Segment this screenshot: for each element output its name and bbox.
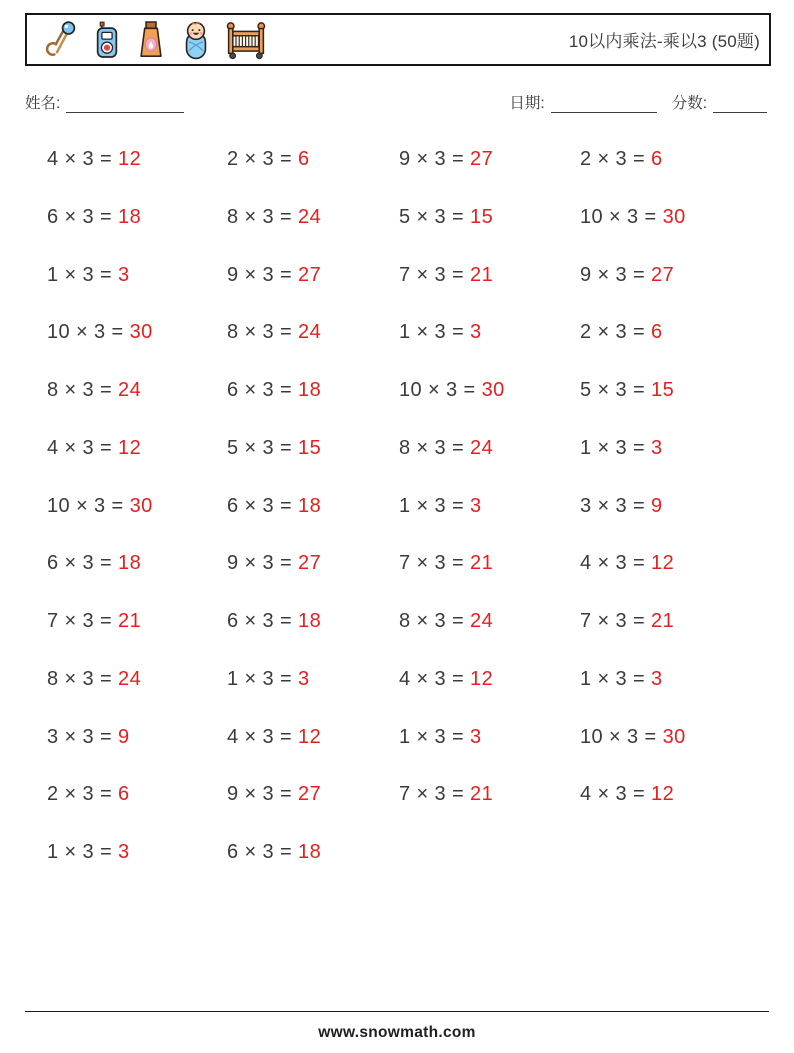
problem-expression: 2 × 3 = (47, 783, 119, 806)
problem-answer: 24 (298, 205, 322, 228)
problem-expression: 9 × 3 = (580, 263, 652, 286)
problem (227, 782, 399, 840)
problem-expression: 4 × 3 = (580, 783, 652, 806)
problem (227, 840, 399, 898)
date-blank-line (551, 96, 657, 113)
problem (580, 378, 740, 436)
problem-answer: 6 (298, 148, 310, 170)
problem-answer: 3 (298, 667, 310, 690)
problem-answer: 3 (651, 667, 663, 690)
problem-expression: 10 × 3 = (47, 321, 130, 344)
problem-answer: 6 (651, 321, 663, 344)
problem-expression: 6 × 3 = (227, 841, 299, 863)
problem-answer: 24 (298, 321, 322, 344)
problem-answer: 12 (118, 148, 142, 170)
problem-answer: 30 (129, 321, 153, 344)
problem (580, 494, 740, 552)
problem-expression: 5 × 3 = (227, 436, 299, 459)
problem (399, 320, 580, 378)
problem-answer: 6 (651, 148, 663, 170)
problem (580, 782, 740, 840)
problem-answer: 27 (298, 783, 322, 806)
problem-answer: 12 (298, 725, 322, 748)
problem-expression: 8 × 3 = (47, 379, 119, 401)
name-field-group (25, 91, 184, 113)
problem-answer: 21 (470, 783, 494, 806)
problem (227, 205, 399, 263)
crib-icon (223, 19, 269, 61)
problem (227, 609, 399, 667)
problem (227, 378, 399, 436)
problem-expression: 10 × 3 = (47, 494, 130, 517)
problem-expression: 6 × 3 = (227, 494, 299, 517)
problem-answer: 15 (298, 436, 322, 459)
problem-answer: 12 (470, 667, 494, 690)
problems-grid (47, 147, 740, 898)
problem-answer: 3 (651, 436, 663, 459)
problem-answer: 18 (118, 552, 142, 575)
problem-answer: 12 (651, 783, 675, 806)
problem-expression: 9 × 3 = (227, 783, 299, 806)
problem-expression: 9 × 3 = (227, 552, 299, 575)
problem (227, 494, 399, 552)
problem-expression: 5 × 3 = (399, 205, 471, 228)
problem-expression: 1 × 3 = (47, 263, 119, 286)
problem-answer: 3 (118, 841, 130, 863)
header-icons-row (43, 19, 269, 61)
problem-expression: 1 × 3 = (47, 841, 119, 863)
problem-expression: 2 × 3 = (580, 148, 652, 170)
problem-expression: 9 × 3 = (399, 148, 471, 170)
problem-answer: 6 (118, 783, 130, 806)
problem-answer: 15 (470, 205, 494, 228)
problem-expression: 8 × 3 = (47, 667, 119, 690)
problem (47, 551, 227, 609)
problem (399, 551, 580, 609)
lotion-tube-icon (133, 19, 169, 61)
problem-answer: 3 (118, 263, 130, 286)
problem-expression: 6 × 3 = (47, 552, 119, 575)
problem-answer: 21 (470, 552, 494, 575)
problem-expression: 10 × 3 = (399, 379, 482, 401)
problem-expression: 4 × 3 = (580, 552, 652, 575)
problem-answer: 18 (298, 841, 322, 863)
problem-answer: 18 (298, 610, 322, 632)
problem-answer: 12 (118, 436, 142, 459)
problem-expression: 1 × 3 = (399, 321, 471, 344)
safety-pin-icon (43, 19, 81, 61)
problem-answer: 3 (470, 494, 482, 517)
problem-answer: 3 (470, 321, 482, 344)
problem-answer: 21 (118, 610, 142, 632)
problem (227, 263, 399, 321)
problem-answer: 18 (118, 205, 142, 228)
problem-expression: 6 × 3 = (227, 379, 299, 401)
problem (47, 782, 227, 840)
problem-expression: 2 × 3 = (580, 321, 652, 344)
problem-answer: 30 (662, 205, 686, 228)
problem-answer: 27 (470, 148, 494, 170)
problem (580, 551, 740, 609)
problem-expression: 7 × 3 = (47, 610, 119, 632)
problem (47, 263, 227, 321)
swaddled-baby-icon (178, 19, 214, 61)
problem-answer: 24 (118, 667, 142, 690)
problem (47, 840, 227, 898)
problem-answer: 18 (298, 379, 322, 401)
problem-answer: 18 (298, 494, 322, 517)
problem-answer: 21 (651, 610, 675, 632)
problem-expression: 4 × 3 = (227, 725, 299, 748)
problem-expression: 9 × 3 = (227, 263, 299, 286)
footer-url: www.snowmath.com (318, 1024, 476, 1041)
problem-expression: 3 × 3 = (580, 494, 652, 517)
problem-answer: 30 (662, 725, 686, 748)
problem-answer: 30 (129, 494, 153, 517)
problem (399, 725, 580, 783)
problem-expression: 1 × 3 = (580, 667, 652, 690)
problem (227, 667, 399, 725)
problem-answer: 3 (470, 725, 482, 748)
problem-expression: 7 × 3 = (399, 783, 471, 806)
problem-expression: 6 × 3 = (47, 205, 119, 228)
problem (47, 725, 227, 783)
problem-answer: 21 (470, 263, 494, 286)
problem-expression: 6 × 3 = (227, 610, 299, 632)
problem (47, 436, 227, 494)
problem-expression: 7 × 3 = (399, 263, 471, 286)
problem (227, 320, 399, 378)
problem (47, 378, 227, 436)
problem (399, 667, 580, 725)
header-box (25, 13, 771, 66)
problem (227, 551, 399, 609)
problem (399, 205, 580, 263)
page-title: 10以内乘法-乘以3 (50题) (568, 32, 760, 51)
problem-expression: 7 × 3 = (580, 610, 652, 632)
date-label: 日期: (509, 95, 545, 112)
problem-expression: 3 × 3 = (47, 725, 119, 748)
baby-monitor-icon (90, 19, 124, 61)
problem-expression: 10 × 3 = (580, 205, 663, 228)
problem (399, 263, 580, 321)
problem (399, 494, 580, 552)
problem-expression: 8 × 3 = (399, 610, 471, 632)
score-label: 分数: (671, 95, 707, 112)
problem-expression: 1 × 3 = (580, 436, 652, 459)
problem (580, 609, 740, 667)
problem-expression: 8 × 3 = (227, 205, 299, 228)
score-field-group (672, 91, 767, 113)
problem-expression: 8 × 3 = (399, 436, 471, 459)
problem (399, 147, 580, 205)
problem (580, 205, 740, 263)
problem-answer: 27 (298, 263, 322, 286)
problem (47, 205, 227, 263)
problem-expression: 1 × 3 = (399, 725, 471, 748)
problem-answer: 12 (651, 552, 675, 575)
problem (580, 667, 740, 725)
problem-expression: 4 × 3 = (399, 667, 471, 690)
name-blank-line (66, 96, 184, 113)
name-label: 姓名: (25, 95, 61, 112)
problem (47, 609, 227, 667)
problem-expression: 10 × 3 = (580, 725, 663, 748)
problem-answer: 24 (118, 379, 142, 401)
footer-divider (25, 1011, 769, 1012)
date-field-group (509, 91, 656, 113)
problem (47, 147, 227, 205)
problem-expression: 2 × 3 = (227, 148, 299, 170)
problem-answer: 24 (470, 436, 494, 459)
problem (399, 436, 580, 494)
problem-answer: 24 (470, 610, 494, 632)
problem-expression: 5 × 3 = (580, 379, 652, 401)
problem-answer: 9 (651, 494, 663, 517)
problem-answer: 15 (651, 379, 675, 401)
problem (227, 436, 399, 494)
problem-expression: 1 × 3 = (227, 667, 299, 690)
problem-answer: 30 (481, 379, 505, 401)
problem (580, 147, 740, 205)
problem (47, 494, 227, 552)
problem (399, 609, 580, 667)
score-blank-line (713, 96, 767, 113)
problem (580, 263, 740, 321)
problem (47, 667, 227, 725)
problem-expression: 7 × 3 = (399, 552, 471, 575)
problem (399, 378, 580, 436)
problem-answer: 27 (298, 552, 322, 575)
fields-row (25, 92, 767, 113)
problem (47, 320, 227, 378)
problem (580, 320, 740, 378)
problem-expression: 4 × 3 = (47, 148, 119, 170)
problem (227, 147, 399, 205)
problem-answer: 27 (651, 263, 675, 286)
problem-expression: 1 × 3 = (399, 494, 471, 517)
problem (227, 725, 399, 783)
problem-answer: 9 (118, 725, 130, 748)
problem (580, 436, 740, 494)
problem-expression: 4 × 3 = (47, 436, 119, 459)
problem (580, 725, 740, 783)
problem-expression: 8 × 3 = (227, 321, 299, 344)
problem (399, 782, 580, 840)
